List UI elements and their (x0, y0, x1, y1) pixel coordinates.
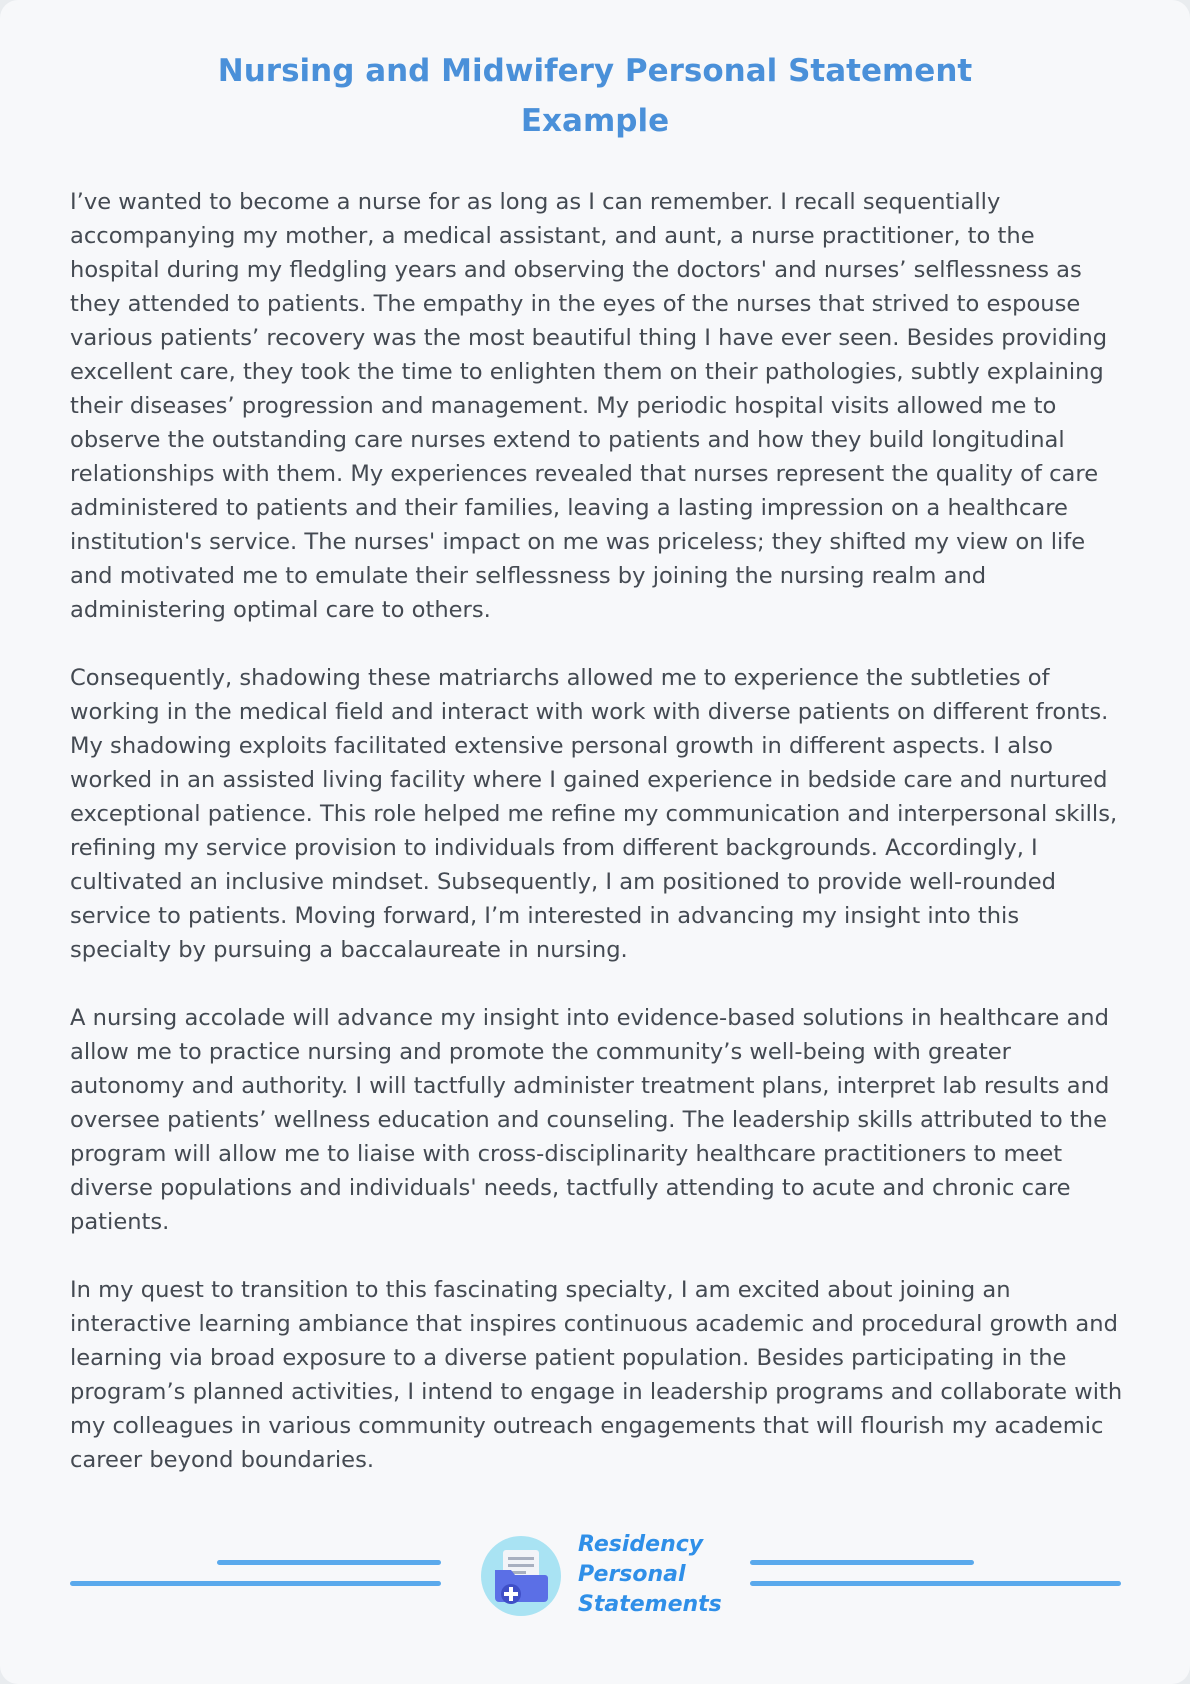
footer-divider-left-lower (70, 1581, 441, 1586)
document-folder-medical-icon (481, 1536, 561, 1616)
statement-body (70, 185, 1125, 1511)
logo-line-2: Personal (578, 1562, 686, 1587)
title-line-1: Nursing and Midwifery Personal Statement (217, 53, 973, 89)
logo-line-3: Statements (578, 1592, 722, 1617)
footer-divider-left-upper (217, 1560, 441, 1565)
paragraph-2: Consequently, shadowing these matriarchs allowed me to experience the subtleties of working in the medical field and interact with work with diverse patients on different fronts. My shadowing exploits facilitated extensive personal growth in different aspects. I also worked in an assisted living facility where I gained experience in bedside care and nurtured exceptional patience. This role helped me refine my communication and interpersonal skills, refining my service provision to individuals from different backgrounds. Accordingly, I cultivated an inclusive mindset. Subsequently, I am positioned to provide well-rounded service to patients. Moving forward, I’m interested in advancing my insight into this specialty by pursuing a baccalaureate in nursing. (70, 665, 1118, 963)
paragraph-1: I’ve wanted to become a nurse for as long as I can remember. I recall sequentially accompanying my mother, a medical assistant, and aunt, a nurse practitioner, to the hospital during my fledgling years and observing the doctors' and nurses’ selflessness as they attended to patients. The empathy in the eyes of the nurses that strived to espouse various patients’ recovery was the most beautiful thing I have ever seen. Besides providing excellent care, they took the time to enlighten them on their pathologies, subtly explaining their diseases’ progression and management. My periodic hospital visits allowed me to observe the outstanding care nurses extend to patients and how they build longitudinal relationships with them. My experiences revealed that nurses represent the quality of care administered to patients and their families, leaving a lasting impression on a healthcare institution's service. The nurses' impact on me was priceless; they shifted my view on life and motivated me to emulate their selflessness by joining the nursing realm and administering optimal care to others. (70, 189, 1108, 623)
brand-logo-text (578, 1530, 722, 1620)
page-title (0, 46, 1190, 146)
paragraph-3: A nursing accolade will advance my insight into evidence-based solutions in healthcare and allow me to practice nursing and promote the community’s well-being with greater autonomy and authority. I will tactfully administer treatment plans, interpret lab results and oversee patients’ wellness education and counseling. The leadership skills attributed to the program will allow me to liaise with cross-disciplinarity healthcare practitioners to meet diverse populations and individuals' needs, tactfully attending to acute and chronic care patients. (70, 1005, 1110, 1235)
title-line-2: Example (520, 103, 670, 139)
paragraph-4: In my quest to transition to this fascinating specialty, I am excited about joining an interactive learning ambiance that inspires continuous academic and procedural growth and learning via broad exposure to a diverse patient population. Besides participating in the program’s planned activities, I intend to engage in leadership programs and collaborate with my colleagues in various community outreach engagements that will flourish my academic career beyond boundaries. (70, 1277, 1123, 1473)
footer-divider-right-upper (750, 1560, 974, 1565)
logo-line-1: Residency (578, 1532, 704, 1557)
logo-badge (481, 1536, 561, 1616)
footer-divider-right-lower (750, 1581, 1121, 1586)
